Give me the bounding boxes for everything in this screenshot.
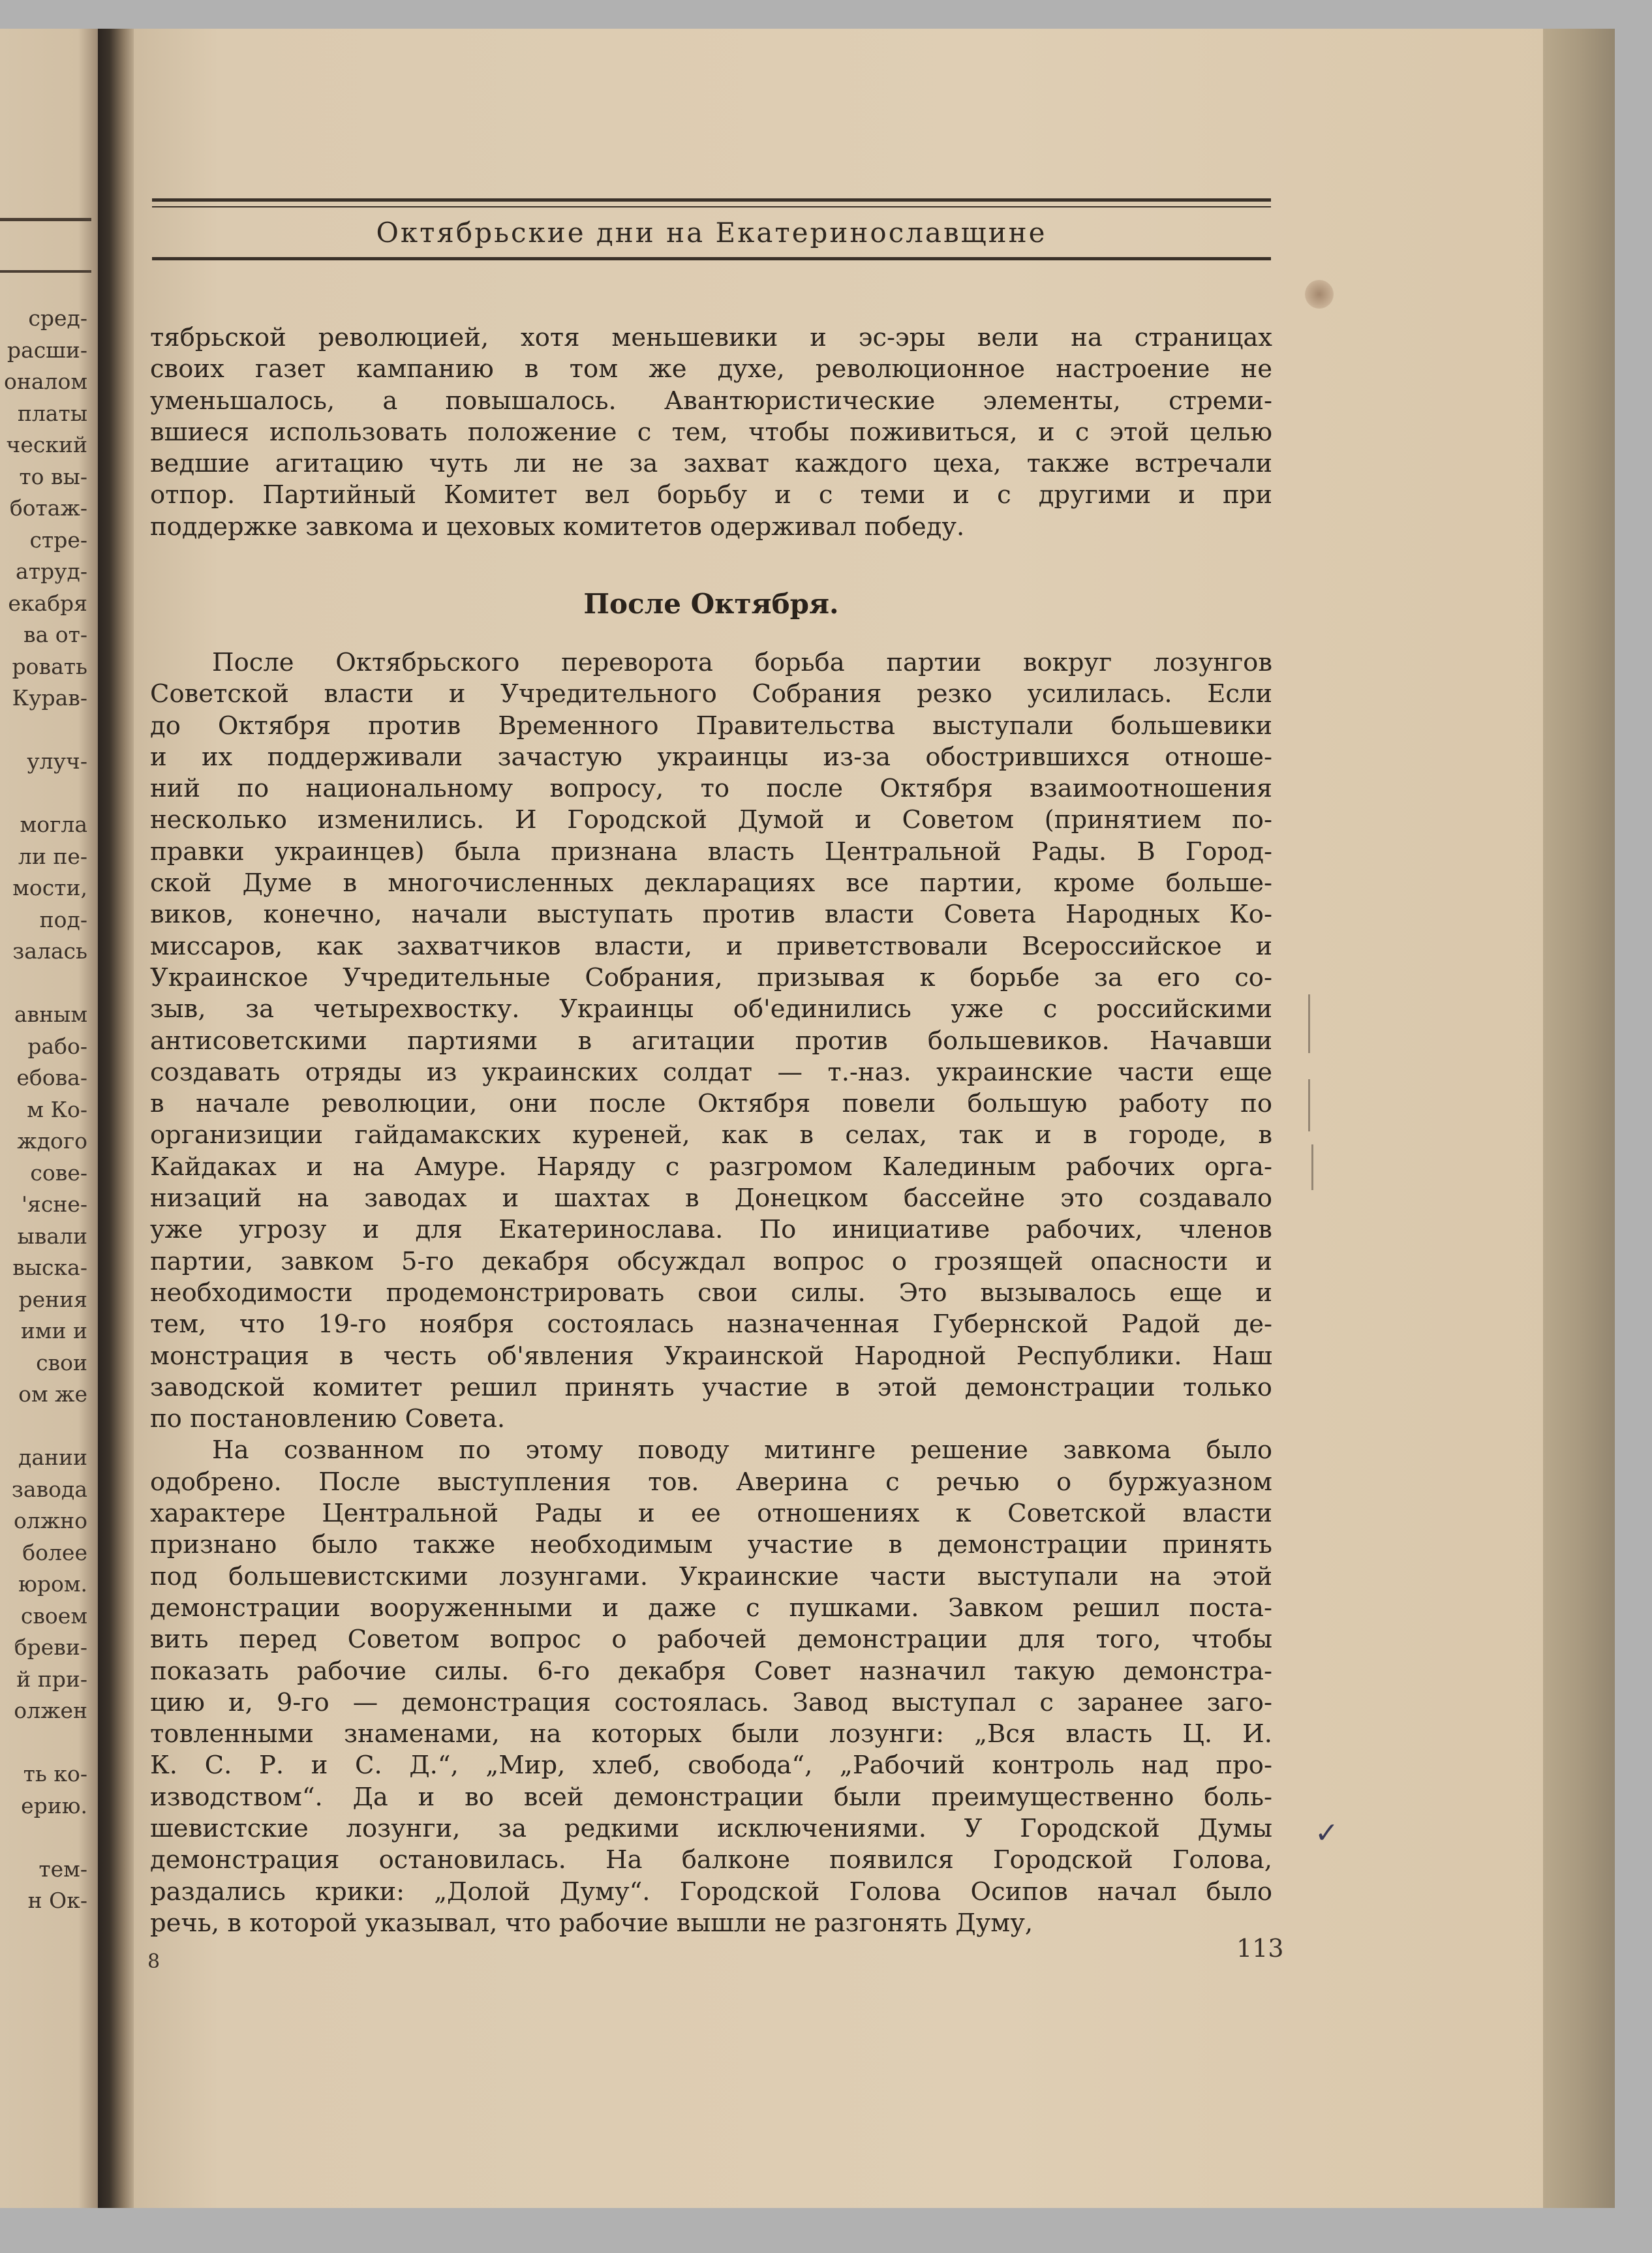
text-line: ний по национальному вопросу, то после Октября взаимоотношения [150,774,1272,804]
text-line: товленными знаменами, на которых были лозунги: „Вся власть Ц. И. [150,1719,1272,1749]
running-head: Октябрьские дни на Екатеринославщине [376,217,1047,249]
left-page-line: ждого [17,1128,87,1154]
left-page-line [4,1411,87,1443]
left-page-line: сове- [30,1159,87,1186]
left-page-line: ва от- [23,622,87,647]
text-line: одобрено. После выступления тов. Аверина с речью о буржуазном [150,1467,1272,1497]
left-page-line [4,1822,87,1854]
left-page-rule [0,270,91,273]
left-page-line: дании [18,1445,87,1470]
page-number: 113 [1236,1934,1284,1963]
text-line: партии, завком 5-го декабря обсуждал вопрос о грозящей опасности и [150,1246,1272,1276]
text-line: шевистские лозунги, за редкими исключениями. У Городской Думы [150,1813,1272,1843]
left-page-line: ерию. [21,1792,87,1818]
text-line: несколько изменились. И Городской Думой и Советом (принятием по- [150,805,1272,835]
header-rule [152,206,1271,207]
left-page-line: под- [39,906,87,932]
left-page-line: ть ко- [23,1761,87,1786]
text-line: уменьшалось, а повышалось. Авантюристические элементы, стреми- [150,386,1272,416]
left-page-line: н Ок- [27,1888,87,1913]
text-line: раздались крики: „Долой Думу“. Городской Голова Осипов начал было [150,1877,1272,1907]
text-line: создавать отряды из украинских солдат — т.-наз. украинские части еще [150,1057,1272,1087]
stain-spot [1305,280,1334,309]
left-page-line: расши- [7,337,87,363]
left-page-line: олжно [13,1508,87,1533]
pencil-margin-line [1308,1079,1310,1131]
text-line: демонстрация остановилась. На балконе появился Городской Голова, [150,1845,1272,1875]
page-edge [1543,29,1615,2208]
left-page-line: сред- [28,305,87,331]
text-line: организиции гайдамакских куреней, как в селах, так и в городе, в [150,1120,1272,1150]
left-page-line: рения [18,1286,87,1312]
text-line: вшиеся использовать положение с тем, чтобы поживиться, и с этой целью [150,417,1272,447]
left-page-line: более [22,1539,87,1565]
left-page-line [4,968,87,1000]
text-line: необходимости продемонстрировать свои силы. Это вызывалось еще и [150,1278,1272,1308]
body-paragraphs [150,647,1272,1939]
left-page-line: оналом [3,369,87,394]
header-rule [152,198,1271,202]
text-line: тем, что 19-го ноября состоялась назначенная Губернской Радой де- [150,1310,1272,1340]
left-page-line: м Ко- [27,1096,87,1122]
left-page-line: Курав- [12,685,87,711]
text-line: виков, конечно, начали выступать против власти Совета Народных Ко- [150,900,1272,930]
text-line: ской Думе в многочисленных декларациях все партии, кроме больше- [150,868,1272,898]
left-page-line: тем- [38,1856,87,1882]
left-page-line: ботаж- [9,495,87,521]
text-line: К. С. Р. и С. Д.“, „Мир, хлеб, свобода“, „Рабочий контроль над про- [150,1751,1272,1781]
text-line: зыв, за четырехвостку. Украинцы об'единились уже с российскими [150,994,1272,1024]
text-line: изводством“. Да и во всей демонстрации были преимущественно боль- [150,1782,1272,1812]
left-page-line: рабо- [27,1033,87,1059]
left-page-line: ли пе- [18,843,87,869]
text-line: демонстрации вооруженными и даже с пушками. Завком решил поста- [150,1593,1272,1623]
text-line: цию и, 9-го — демонстрация состоялась. Завод выступал с заранее заго- [150,1687,1272,1717]
text-line: до Октября против Временного Правительства выступали большевики [150,711,1272,741]
left-page-text-column [4,303,87,1917]
text-line: в начале революции, они после Октября повели большую работу по [150,1089,1272,1119]
text-line: тябрьской революцией, хотя меньшевики и эс-эры вели на страницах [150,323,1272,352]
paragraph-1 [150,322,1272,543]
text-line: правки украинцев) была признана власть Центральной Рады. В Город- [150,836,1272,866]
left-page-line: то вы- [19,463,87,489]
text-line: своих газет кампанию в том же духе, революционное настроение не [150,354,1272,384]
text-line: ведшие агитацию чуть ли не за захват каждого цеха, также встречали [150,449,1272,479]
left-page-line: юром. [18,1571,87,1597]
text-line: речь, в которой указывал, что рабочие вышли не разгонять Думу, [150,1908,1033,1938]
text-line: На созванном по этому поводу митинге решение завкома было [212,1435,1272,1465]
left-page-line: ими и [20,1318,87,1343]
left-page-line: ом же [18,1381,87,1407]
text-line: показать рабочие силы. 6-го декабря Совет назначил такую демонстра- [150,1656,1272,1686]
left-page-line: своем [20,1602,87,1629]
text-line: характере Центральной Рады и ее отношениях к Советской власти [150,1499,1272,1529]
text-line: уже угрозу и для Екатеринослава. По инициативе рабочих, членов [150,1215,1272,1245]
text-line: миссаров, как захватчиков власти, и приветствовали Всероссийское и [150,931,1272,961]
left-page-line: выска- [12,1255,87,1280]
text-line: отпор. Партийный Комитет вел борьбу и с теми и с другими и при [150,480,1272,510]
left-page-line: ебова- [16,1065,87,1090]
left-page-line: бреви- [14,1634,87,1660]
left-page-line: й при- [16,1666,87,1692]
pencil-margin-line [1311,1144,1313,1190]
left-page-line: могла [20,812,87,837]
text-line: вить перед Советом вопрос о рабочей демонстрации для того, чтобы [150,1625,1272,1655]
text-line: антисоветскими партиями в агитации против большевиков. Начавши [150,1026,1272,1056]
section-title: После Октября. [583,588,839,620]
text-line: под большевистскими лозунгами. Украинские части выступали на этой [150,1561,1272,1591]
left-page-line: улуч- [27,748,87,774]
left-page-line: залась [12,938,87,964]
signature-mark: 8 [147,1950,161,1973]
left-page-line: ческий [6,432,87,457]
left-page-line: стре- [29,527,87,553]
text-line: Украинское Учредительные Собрания, призывая к борьбе за его со- [150,962,1272,992]
left-page-line: екабря [8,590,87,616]
book-scan [0,29,1615,2208]
left-page-line: ывали [17,1223,87,1249]
left-page-line [4,778,87,810]
left-page-line [4,714,87,746]
text-line: Кайдаках и на Амуре. Наряду с разгромом Калединым рабочих орга- [150,1152,1272,1182]
left-page-line: атруд- [16,559,87,584]
left-page-line: ровать [12,653,87,679]
text-line: поддержке завкома и цеховых комитетов одерживал победу. [150,512,965,542]
left-page-line: олжен [14,1698,87,1723]
text-line: признано было также необходимым участие в демонстрации принять [150,1530,1272,1560]
text-line: После Октябрьского переворота борьба партии вокруг лозунгов [212,648,1272,677]
left-page-line: мости, [12,875,87,900]
book-gutter [98,29,137,2208]
pencil-margin-line [1308,994,1310,1053]
left-page-line: 'ясне- [21,1191,87,1217]
left-page-fragment [0,29,104,2208]
left-page-line [4,1727,87,1759]
left-page-line: авным [14,1002,87,1027]
text-line: Советской власти и Учредительного Собрания резко усилилась. Если [150,679,1272,709]
text-line: по постановлению Совета. [150,1404,506,1434]
header-rule [152,257,1271,260]
left-page-line: свои [36,1349,87,1375]
text-line: низаций на заводах и шахтах в Донецком бассейне это создавало [150,1184,1272,1214]
text-line: монстрация в честь об'явления Украинской Народной Республики. Наш [150,1341,1272,1371]
left-page-line: платы [17,400,87,426]
text-line: и их поддерживали зачастую украинцы из-за обострившихся отноше- [150,742,1272,772]
left-page-rule [0,218,91,221]
text-line: заводской комитет решил принять участие в этой демонстрации только [150,1372,1272,1402]
pencil-tick-mark: ✓ [1315,1816,1339,1850]
left-page-line: завода [11,1476,87,1502]
